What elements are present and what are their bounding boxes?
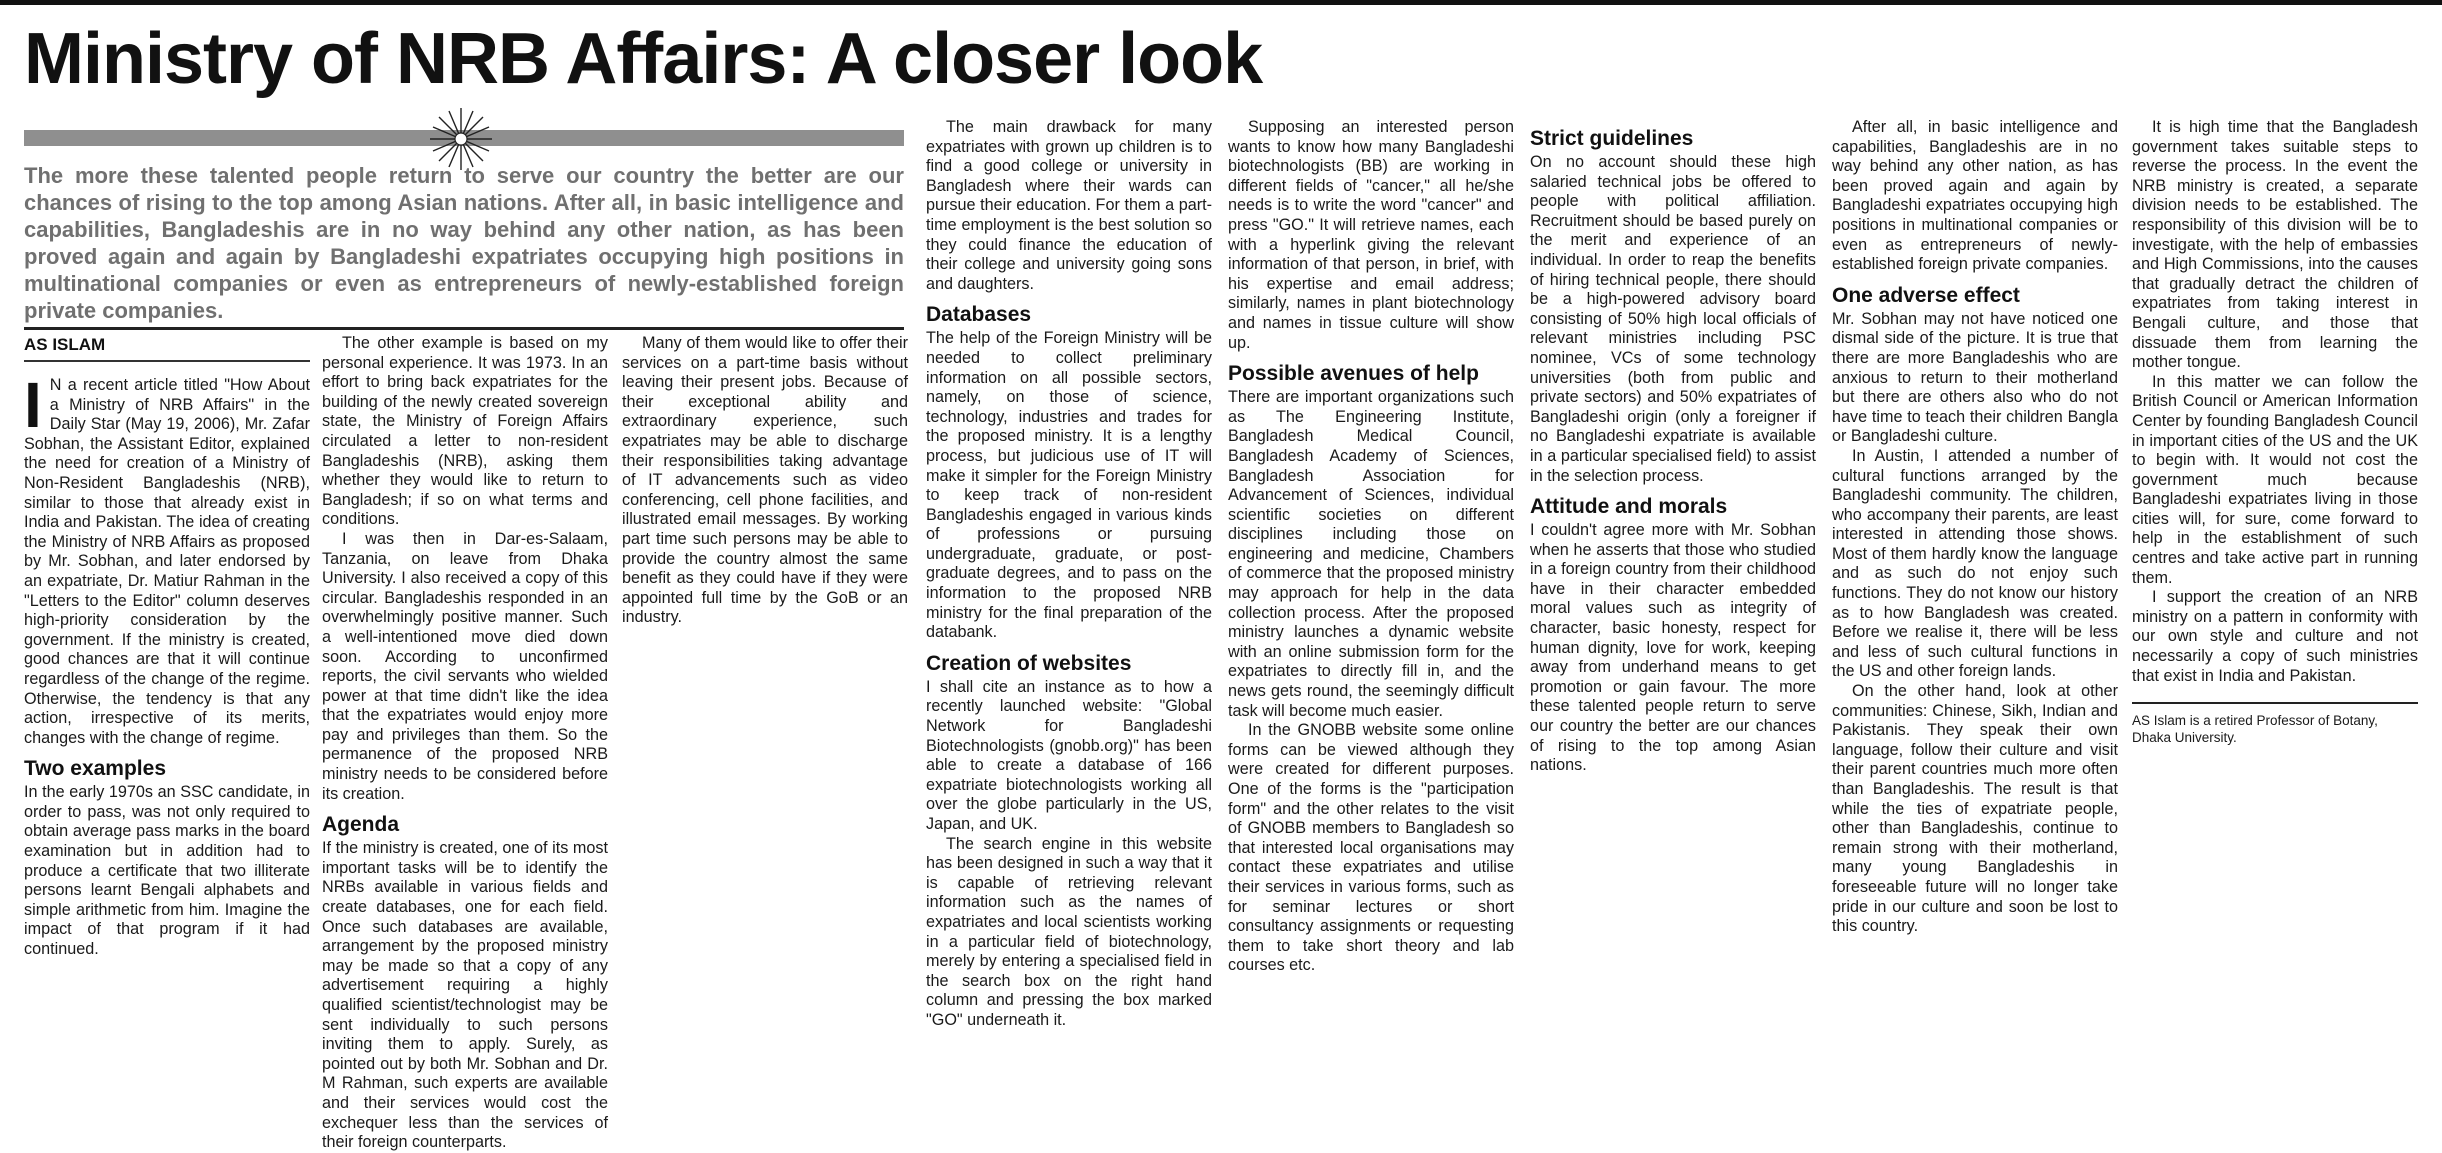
column-3	[622, 334, 908, 1036]
drop-cap: I	[24, 369, 42, 441]
paragraph: The other example is based on my personal experience. It was 1973. In an effort to bring back expatriates for the building of the newly created sovereign state, the Ministry of Foreign Affairs circulated a letter to non-resident Bangladeshis (NRB), asking them whether they would like to return to Bangladesh; if so on what terms and conditions.	[322, 334, 608, 529]
paragraph: There are important organizations such as The Engineering Institute, Bangladesh Medical Council, Bangladesh Academy of Sciences, Bangladesh Association for Advancement of Sciences, individual scientific societies on different disciplines including those on engineering and medicine, Chambers of commerce that the proposed ministry may approach for help in the data collection process. After the proposed ministry launches a dynamic website with an online submission form for the expatriates to directly fill in, and the news gets round, the seemingly difficult task will become much easier.	[1228, 388, 1514, 720]
top-rule	[0, 0, 2442, 5]
paragraph: In this matter we can follow the British Council or American Information Center by founding Bangladesh Council in important cities of the US and the UK to begin with. It would not cost the government much because Bangladeshi expatriates living in those cities will, for sure, come forward to help in the establishment of such centres and take active part in running them.	[2132, 372, 2418, 587]
heading-attitude-and-morals: Attitude and morals	[1530, 495, 1728, 519]
paragraph: In the early 1970s an SSC candidate, in order to pass, was not only required to obtain average pass marks in the board examination but in addition had to produce a certificate that two illiterate persons learnt Bengali alphabets and simple arithmetic from him. Imagine the impact of that program if it had continued.	[24, 783, 310, 959]
byline: AS ISLAM	[24, 334, 310, 362]
paragraph: Supposing an interested person wants to know how many Bangladeshi biotechnologists (BB) are working in different fields of "cancer," all he/she needs is to write the word "cancer" and press "GO." It will retrieve names, each with a hyperlink giving the relevant information of that person, in brief, with his expertise and email address; similarly, names in plant biotechnology and names in tissue culture will show up.	[1228, 118, 1514, 352]
heading-strict-guidelines: Strict guidelines	[1530, 127, 1694, 150]
paragraph: I shall cite an instance as to how a recently launched website: "Global Network for Bangladeshi Biotechnologists (gnobb.org)" has been able to create a database of 166 expatriate biotechnologists working all over the globe particularly in the US, Japan, and UK.	[926, 677, 1212, 833]
article-title: Ministry of NRB Affairs: A closer look	[24, 19, 1263, 99]
paragraph: The main drawback for many expatriates with grown up children is to find a good college or university in Bangladesh where their wards can pursue their education. For them a part-time employment is the best solution so they could finance the education of their college and university going sons and daughters.	[926, 118, 1212, 293]
heading-agenda: Agenda	[322, 813, 400, 837]
column-4	[926, 118, 1212, 1036]
paragraph: If the ministry is created, one of its most important tasks will be to identify the NRBs available in various fields and create databases, one for each field. Once such databases are available, arrangement by the proposed ministry may be made so that a copy of any advertisement requiring a highly qualified scientist/technologist may be sent individually to such persons inviting them to apply. Surely, as pointed out by both Mr. Sobhan and Dr. M Rahman, such experts are available and their services would cost the exchequer less than the services of their foreign counterparts.	[322, 839, 608, 1152]
paragraph: The search engine in this website has been designed in such a way that it is capable of retrieving relevant information such as the names of expatriates and local scientists working in a particular field of biotechnology, merely by entering a specialised field in the search box on the right hand column and pressing the box marked "GO" underneath it.	[926, 834, 1212, 1029]
paragraph: In Austin, I attended a number of cultural functions arranged by the Bangladeshi community. The children, who accompany their parents, are least interested in attending those shows. Most of them hardly know the language and as such do not enjoy such functions. They do not know our history as to how Bangladesh was created. Before we realise it, there will be less and less of such cultural functions in the US and other foreign lands.	[1832, 446, 2118, 681]
heading-databases: Databases	[926, 303, 1032, 327]
column-5	[1228, 118, 1514, 1036]
paragraph: I couldn't agree more with Mr. Sobhan when he asserts that those who studied in a foreign country from their childhood have in their character embedded moral values such as integrity of character, basic honesty, respect for human dignity, love for work, keeping away from underhand means to get promotion or gain favour. The more these talented people return to serve our country the better are our chances of rising to the top among Asian nations.	[1530, 521, 1816, 775]
footnote-rule	[2132, 702, 2418, 704]
column-1	[24, 334, 310, 1036]
paragraph-text: N a recent article titled "How About a Ministry of NRB Affairs" in the Daily Star (May 19, 2006), Mr. Zafar Sobhan, the Assistant Editor, explained the need for creation of a Ministry of Non-Resident Bangladeshis (NRB), similar to those that already exist in India and Pakistan. The idea of creating the Ministry of NRB Affairs as proposed by Mr. Sobhan, and later endorsed by an expatriate, Dr. Matiur Rahman in the "Letters to the Editor" column deserves high-priority consideration by the government. If the ministry is created, good chances are that it will continue regardless of the change of the regime. Otherwise, the tendency is that any action, irrespective of its merits, changes with the change of regime.	[24, 376, 310, 747]
column-8	[2132, 118, 2418, 1036]
deck-rule	[24, 327, 904, 330]
author-footnote: AS Islam is a retired Professor of Botany, Dhaka University.	[2132, 713, 2378, 746]
paragraph: After all, in basic intelligence and capabilities, Bangladeshis are in no way behind any other nation, as has been proved again and again by Bangladeshi expatriates occupying high positions in multinational companies or even as entrepreneurs of newly-established foreign private companies.	[1832, 118, 2118, 274]
heading-two-examples: Two examples	[24, 757, 166, 781]
paragraph: I was then in Dar-es-Salaam, Tanzania, on leave from Dhaka University. I also received a copy of this circular. Bangladeshis responded in an overwhelmingly positive manner. Such a well-intentioned move died down soon. According to unconfirmed reports, the civil servants who wielded power at that time didn't like the idea that the expatriates would enjoy more pay and privileges than them. So the permanence of the proposed NRB ministry needs to be considered before its creation.	[322, 529, 608, 803]
paragraph: On no account should these high salaried technical jobs be offered to people with political affiliation. Recruitment should be based purely on the merit and experience of an individual. In order to reap the benefits of hiring technical people, there should be a high-powered advisory board consisting of 50% high local officials of relevant ministries including PSC nominee, VCs of some technology universities (both from public and private sectors) and 50% expatriates of Bangladeshi origin (only a foreigner if no Bangladeshi expatriate is available in a particular specialised field) to assist in the selection process.	[1530, 153, 1816, 485]
paragraph: Mr. Sobhan may not have noticed one dismal side of the picture. It is true that there are more Bangladeshis who are anxious to return to their motherland but there are others also who do not have time to teach their children Bangla or Bangladeshi culture.	[1832, 309, 2118, 446]
paragraph	[24, 369, 310, 748]
paragraph: In the GNOBB website some online forms can be viewed although they were created for different purposes. One of the forms is the "participation form" and the other relates to the visit of GNOBB members to Bangladesh so that interested local organisations may contact these expatriates and utilise their services in various forms, such as for seminar lectures or short consultancy assignments or requesting them to take short theory and lab courses etc.	[1228, 721, 1514, 975]
heading-possible-avenues: Possible avenues of help	[1228, 362, 1479, 386]
paragraph: The help of the Foreign Ministry will be needed to collect preliminary information on all possible sectors, namely, on those of science, technology, industries and trades for the proposed ministry. It is a lengthy process, but judicious use of IT will make it simpler for the Foreign Ministry to keep track of non-resident Bangladeshis engaged in various kinds of professions or pursuing undergraduate, graduate, or post-graduate degrees, and to pass on the information to the proposed NRB ministry for the final preparation of the databank.	[926, 329, 1212, 642]
paragraph: I support the creation of an NRB ministry on a pattern in conformity with our own style and culture and not necessarily a copy of such ministries that exist in India and Pakistan.	[2132, 588, 2418, 685]
heading-one-adverse-effect: One adverse effect	[1832, 283, 2020, 307]
column-2	[322, 334, 608, 1152]
paragraph: Many of them would like to offer their services on a part-time basis without leaving their present jobs. Because of their exceptional ability and extraordinary experience, such expatriates may be able to discharge their responsibilities taking advantage of IT advancements such as video conferencing, cell phone facilities, and illustrated email messages. By working part time such persons may be able to provide the country almost the same benefit as they could have if they were appointed full time by the GoB or an industry.	[622, 334, 908, 627]
paragraph: It is high time that the Bangladesh government takes suitable steps to reverse the process. In the event the NRB ministry is created, a separate division needs to be established. The responsibility of this division will be to investigate, with the help of embassies and High Commissions, into the causes that gradually detract the children of expatriates from taking interest in Bengali culture, and those that dissuade them from learning the mother tongue.	[2132, 118, 2418, 372]
column-7	[1832, 118, 2118, 1036]
heading-creation-of-websites: Creation of websites	[926, 651, 1132, 675]
paragraph: On the other hand, look at other communities: Chinese, Sikh, Indian and Pakistanis. They speak their own language, follow their culture and visit their parent countries much more often than Bangladeshis. The result is that while the ties of expatriate people, other than Bangladeshis, continue to remain strong with their motherland, many young Bangladeshis in foreseeable future will no longer take pride in our culture and soon be lost to this country.	[1832, 682, 2118, 936]
column-6	[1530, 118, 1816, 1036]
article-deck: The more these talented people return to serve our country the better are our chances of rising to the top among Asian nations. After all, in basic intelligence and capabilities, Bangladeshis are in no way behind any other nation, as has been proved again and again by Bangladeshi expatriates occupying high positions in multinational companies or even as entrepreneurs of newly-established foreign private companies.	[24, 163, 904, 323]
